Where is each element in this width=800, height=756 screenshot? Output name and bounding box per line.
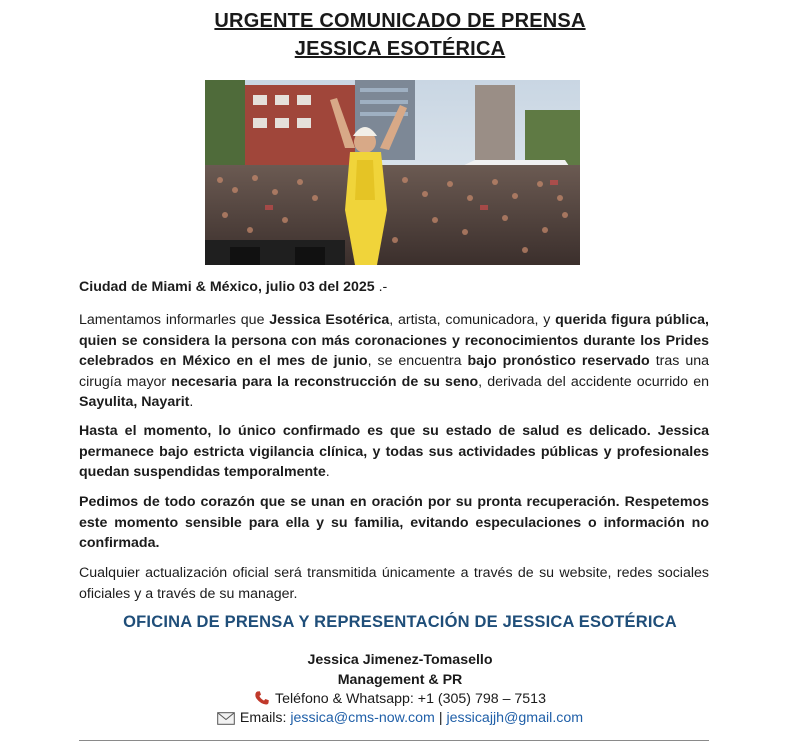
office-heading: OFICINA DE PRENSA Y REPRESENTACIÓN DE JESSICA ESOTÉRICA bbox=[123, 613, 677, 631]
paragraph-updates: Cualquier actualización oficial será transmitida únicamente a través de su website, redes sociales oficiales y a través de su manager. bbox=[79, 565, 709, 602]
contact-emails bbox=[0, 708, 800, 731]
envelope-icon bbox=[217, 711, 235, 731]
crowd-stage-image bbox=[205, 80, 580, 265]
footer-divider bbox=[79, 740, 709, 741]
email-separator: | bbox=[434, 710, 447, 726]
p1-text-2: , artista, comunicadora, y bbox=[389, 312, 556, 328]
email-link-2[interactable]: jessicajjh@gmail.com bbox=[446, 710, 584, 726]
press-release-subtitle: JESSICA ESOTÉRICA bbox=[294, 38, 506, 60]
contact-name: Jessica Jimenez-Tomasello bbox=[307, 652, 493, 668]
emails-label: Emails: bbox=[239, 710, 291, 726]
p1-bold-5: Sayulita, Nayarit bbox=[79, 394, 190, 410]
dateline bbox=[79, 277, 709, 298]
phone-text: Teléfono & Whatsapp: +1 (305) 798 – 7513 bbox=[275, 691, 546, 707]
event-photo bbox=[205, 80, 580, 265]
p1-bold-1: Jessica Esotérica bbox=[269, 312, 390, 328]
p1-text-3: , se encuentra bbox=[367, 353, 468, 369]
p3-bold: Pedimos de todo corazón que se unan en oración por su pronta recuperación. Respetemos este momento sensible para ella y su familia, evitando especulaciones o información no confirmada. bbox=[79, 494, 709, 551]
p1-text-4: tras una cirugía mayor bbox=[79, 353, 709, 390]
p1-bold-2: querida figura pública, quien se considera la persona con más coronaciones y reconocimientos durante los Prides celebrados en México en el mes de junio bbox=[79, 312, 709, 369]
contact-role: Management & PR bbox=[337, 672, 463, 688]
press-release-title: URGENTE COMUNICADO DE PRENSA bbox=[214, 10, 586, 32]
p1-text-6: . bbox=[189, 394, 194, 410]
p1-bold-3: bajo pronóstico reservado bbox=[467, 353, 650, 369]
p2-end: . bbox=[325, 464, 330, 480]
email-link-1[interactable]: jessica@cms-now.com bbox=[290, 710, 435, 726]
paragraph-prayer-request bbox=[79, 492, 709, 554]
dateline-suffix: .- bbox=[374, 279, 388, 295]
paragraph-health-status bbox=[79, 421, 709, 483]
p2-bold: Hasta el momento, lo único confirmado es que su estado de salud es delicado. Jessica permanece bajo estricta vigilancia clínica, y todas sus actividades públicas y profesionales quedan suspendidas temporalmente bbox=[79, 423, 709, 480]
p1-bold-4: necesaria para la reconstrucción de su seno bbox=[171, 373, 479, 390]
p1-text-5: , derivada del accidente ocurrido en bbox=[478, 373, 709, 390]
paragraph-announcement bbox=[79, 310, 709, 413]
p1-text-1: Lamentamos informarles que bbox=[79, 312, 270, 328]
dateline-place-date: Ciudad de Miami & México, julio 03 del 2025 bbox=[79, 279, 375, 295]
